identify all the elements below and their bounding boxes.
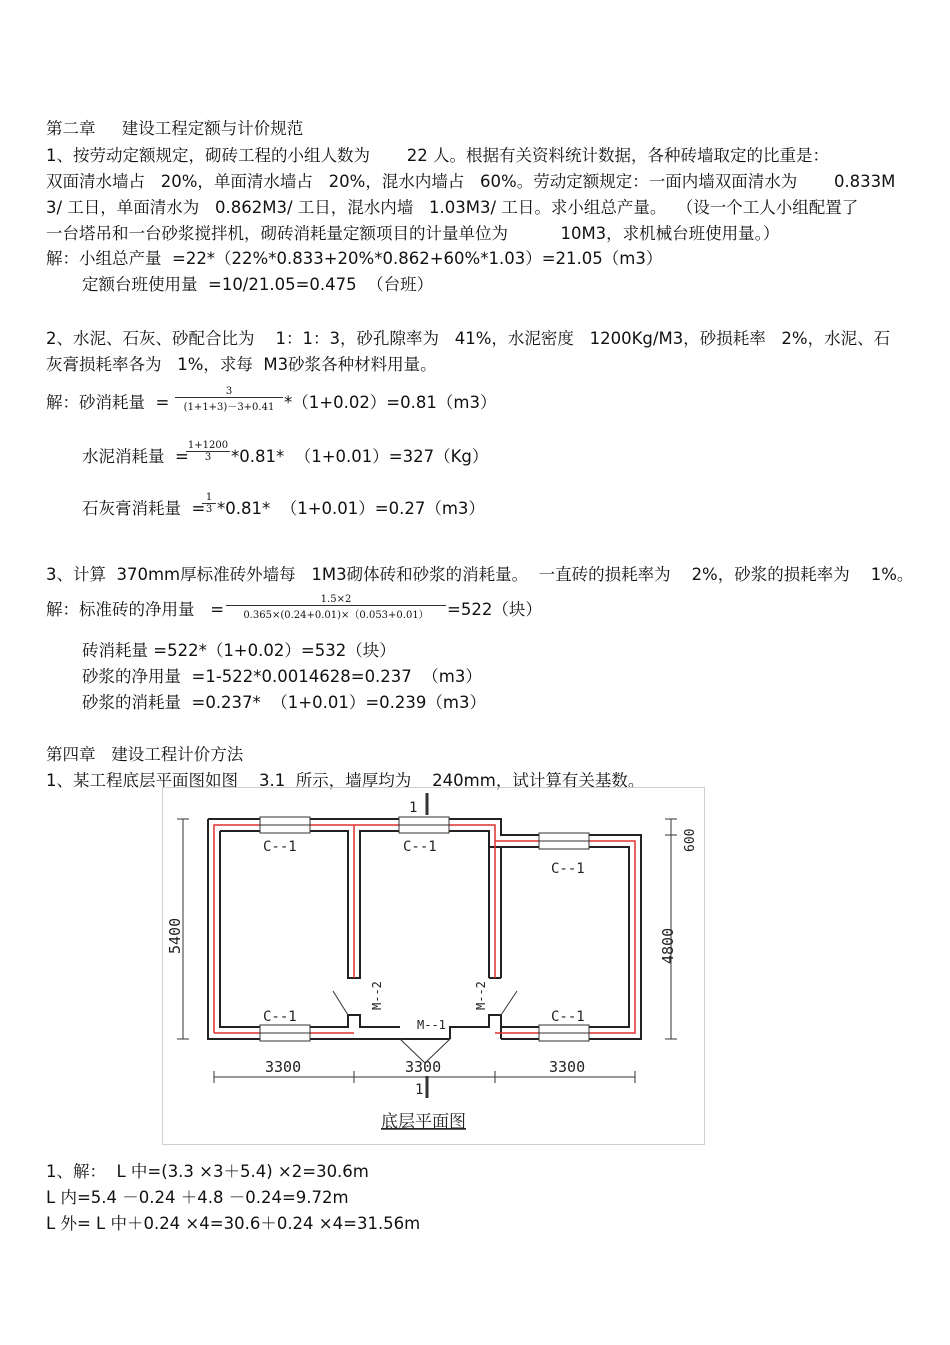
q3-solution-2: 砂浆的净用量 =1-522*0.0014628=0.237 （m3） [82, 667, 482, 686]
dim-5400: 5400 [166, 917, 184, 954]
wall-centerline [214, 825, 635, 1033]
dim-bottom-2: 3300 [405, 1058, 442, 1076]
cement-formula-suffix: *0.81* （1+0.01）=327（Kg） [231, 447, 489, 466]
q3-solution-1: 砖消耗量 =522*（1+0.02）=532（块） [82, 641, 396, 660]
q1-line-3: 3/ 工日，单面清水为 0.862M3/ 工日，混水内墙 1.03M3/ 工日。求小组总产量。 （设一个工人小组配置了 [46, 198, 859, 217]
window-label: C--1 [551, 1009, 585, 1025]
window-label: C--1 [551, 861, 585, 877]
q3-solution-3: 砂浆的消耗量 =0.237* （1+0.01）=0.239（m3） [82, 693, 486, 712]
door-m1-label: M--1 [417, 1018, 446, 1032]
lime-formula-prefix: 石灰膏消耗量 = [82, 499, 206, 518]
sand-formula-suffix: *（1+0.02）=0.81（m3） [284, 393, 497, 412]
brick-numerator: 1.5×2 [320, 594, 352, 605]
window-label: C--1 [263, 839, 297, 855]
q1-line-4: 一台塔吊和一台砂浆搅拌机，砌砖消耗量定额项目的计量单位为 10M3，求机械台班使用量。） [46, 224, 780, 243]
ch4-solution-3: L 外= L 中＋0.24 ×4=30.6＋0.24 ×4=31.56m [46, 1214, 421, 1233]
q3-line: 3、计算 370mm厚标准砖外墙每 1M3砌体砖和砂浆的消耗量。 一直砖的损耗率为 2%，砂浆的损耗率为 1%。 [46, 565, 914, 584]
sand-denominator: (1+1+3)－3+0.41 [175, 397, 283, 413]
chapter-2-heading: 第二章 建设工程定额与计价规范 [46, 119, 304, 138]
door-m2-label: M--2 [370, 981, 384, 1010]
dim-bottom-1: 3300 [265, 1058, 302, 1076]
figure-caption: 底层平面图 [381, 1112, 466, 1132]
section-mark-top: 1 [409, 800, 418, 816]
brick-denominator: 0.365×(0.24+0.01)×（0.053+0.01） [226, 605, 446, 621]
sand-numerator: 3 [225, 386, 233, 397]
dim-bottom-3: 3300 [549, 1058, 586, 1076]
q2-line-2: 灰膏损耗率各为 1%，求每 M3砂浆各种材料用量。 [46, 355, 437, 374]
sand-fraction [175, 386, 283, 413]
ch4-solution-1: 1、解： L 中=(3.3 ×3＋5.4) ×2=30.6m [46, 1162, 369, 1181]
ch4-solution-2: L 内=5.4 －0.24 ＋4.8 －0.24=9.72m [46, 1188, 349, 1207]
ch4-q1-line: 1、某工程底层平面图如图 3.1 所示，墙厚均为 240mm，试计算有关基数。 [46, 771, 645, 790]
cement-fraction [186, 440, 230, 463]
window-label: C--1 [263, 1009, 297, 1025]
lime-formula-suffix: *0.81* （1+0.01）=0.27（m3） [217, 499, 485, 518]
brick-formula-prefix: 解：标准砖的净用量 = [46, 600, 225, 619]
brick-formula-suffix: =522（块） [447, 600, 542, 619]
cement-numerator: 1+1200 [187, 440, 229, 451]
dim-600: 600 [683, 828, 698, 852]
q1-line-2: 双面清水墙占 20%，单面清水墙占 20%，混水内墙占 60%。劳动定额规定：一面内墙双面清水为 0.833M [46, 172, 896, 191]
q1-solution-2: 定额台班使用量 =10/21.05=0.475 （台班） [82, 275, 434, 294]
lime-numerator: 1 [205, 492, 213, 503]
brick-fraction [226, 594, 446, 621]
inner-wall-right [450, 1015, 501, 1039]
cement-formula-prefix: 水泥消耗量 = [82, 447, 189, 466]
q2-line-1: 2、水泥、石灰、砂配合比为 1：1：3，砂孔隙率为 41%，水泥密度 1200Kg/M3，砂损耗率 2%，水泥、石 [46, 329, 891, 348]
floor-plan-figure [162, 787, 705, 1145]
lime-fraction [202, 492, 216, 515]
dim-4800: 4800 [659, 927, 677, 964]
cement-denominator: 3 [186, 451, 230, 463]
sand-formula-prefix: 解：砂消耗量 = [46, 393, 170, 412]
chapter-4-heading: 第四章 建设工程计价方法 [46, 745, 244, 764]
section-mark-bottom: 1 [415, 1082, 424, 1098]
q1-line-1: 1、按劳动定额规定，砌砖工程的小组人数为 22 人。根据有关资料统计数据，各种砖墙取定的比重是： [46, 146, 829, 165]
door-m2-label: M--2 [474, 981, 488, 1010]
window-label: C--1 [403, 839, 437, 855]
floor-plan-drawing [163, 788, 704, 1144]
q1-solution-1: 解：小组总产量 =22*（22%*0.833+20%*0.862+60%*1.03）=21.05（m3） [46, 249, 663, 268]
lime-denominator: 3 [202, 503, 216, 515]
